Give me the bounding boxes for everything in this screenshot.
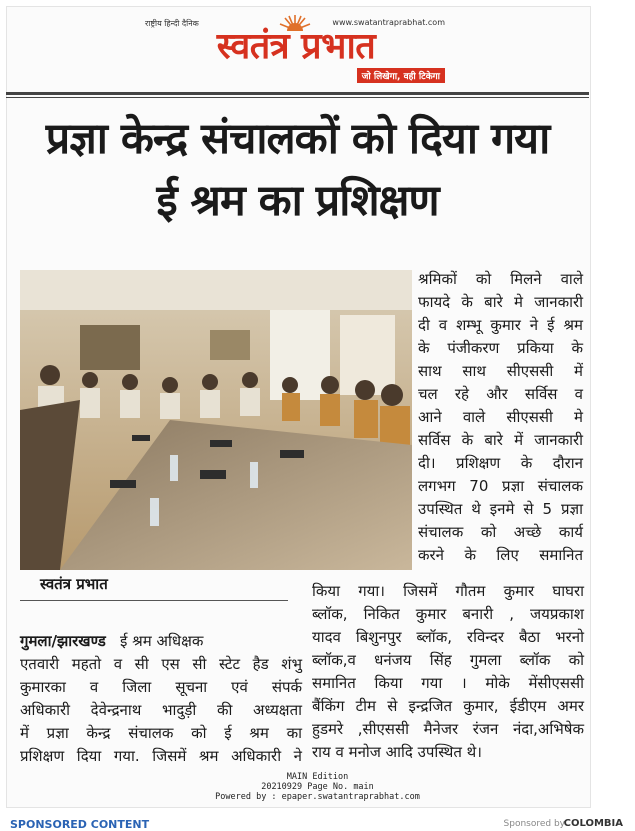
masthead-rule-thin bbox=[6, 97, 589, 98]
sponsored-by-label: Sponsored by bbox=[503, 819, 565, 829]
headline-line-2: ई श्रम का प्रशिक्षण bbox=[156, 176, 439, 226]
sponsored-content-link[interactable]: SPONSORED CONTENT bbox=[10, 818, 150, 831]
dateline: गुमला/झारखण्ड bbox=[20, 632, 106, 650]
article-right-line: उपस्थित थे इनमे से 5 प्रज्ञा bbox=[418, 500, 583, 518]
article-right-line: श्रमिकों को मिलने वाले bbox=[418, 270, 583, 288]
article-column-wide bbox=[312, 580, 584, 764]
article-left-line: में प्रज्ञा केन्द्र संचालक को ई श्रम का bbox=[20, 724, 302, 742]
article-wide-line: किया गया। जिसमें गौतम कुमार घाघरा bbox=[312, 582, 584, 600]
masthead bbox=[145, 16, 445, 82]
article-wide-line: बैंकिंग टीम से इन्द्रजित कुमार, ईडीएम अमर bbox=[312, 697, 584, 715]
article-left-lines bbox=[20, 653, 302, 768]
masthead-url: www.swatantraprabhat.com bbox=[332, 18, 445, 27]
article-wide-line: हुडमरे ,सीएससी मैनेजर रंजन नंदा,अभिषेक bbox=[312, 720, 584, 738]
article-right-line: आने वाले सीएससी मे bbox=[418, 408, 583, 426]
headline bbox=[6, 108, 589, 232]
photo-credit: स्वतंत्र प्रभात bbox=[40, 575, 108, 593]
article-left-line-0 bbox=[20, 630, 302, 653]
powered-by: Powered by : epaper.swatantraprabhat.com bbox=[215, 792, 420, 802]
article-right-line: दी व शम्भू कुमार ने ई श्रम bbox=[418, 316, 583, 334]
masthead-motto: जो लिखेगा, वही टिकेगा bbox=[357, 68, 445, 83]
article-right-line: लगभग 70 प्रज्ञा संचालक bbox=[418, 477, 583, 495]
article-right-line: के पंजीकरण प्रकिया के bbox=[418, 339, 583, 357]
credit-divider bbox=[20, 600, 288, 601]
article-left-line: कुमारका व जिला सूचना एवं संपर्क bbox=[20, 678, 302, 696]
article-right-line: दी। प्रशिक्षण के दौरान bbox=[418, 454, 583, 472]
article-right-line: फायदे के बारे मे जानकारी bbox=[418, 293, 583, 311]
article-wide-line: ब्लॉक,व धनंजय सिंह गुमला ब्लॉक को bbox=[312, 651, 584, 669]
article-left-line: अधिकारी देवेन्द्रनाथ भादुड़ी की अध्यक्षता bbox=[20, 701, 302, 719]
masthead-rule-thick bbox=[6, 92, 589, 95]
article-right-line: सर्विस के बारे में जानकारी bbox=[418, 431, 583, 449]
meeting-photo-image bbox=[20, 270, 412, 570]
article-wide-line: ब्लॉक, निकित कुमार बनारी , जयप्रकाश bbox=[312, 605, 584, 623]
article-right-line: संचालक को अच्छे कार्य bbox=[418, 523, 583, 541]
headline-line-1: प्रज्ञा केन्द्र संचालकों को दिया गया bbox=[45, 114, 550, 164]
article-left-first: ई श्रम अधिक्षक bbox=[120, 632, 204, 650]
edition-label: MAIN Edition bbox=[286, 772, 349, 782]
masthead-title: स्वतंत्र प्रभात bbox=[216, 25, 376, 67]
article-right-line: साथ साथ सीएससी में bbox=[418, 362, 583, 380]
article-wide-line: यादव बिशुनपुर ब्लॉक, रविन्दर बैठा भरनो bbox=[312, 628, 584, 646]
sponsor-logo[interactable]: COLOMBIA bbox=[563, 818, 623, 829]
article-left-line: एतवारी महतो व सी एस सी स्टेट हैड शंभु bbox=[20, 655, 302, 673]
article-wide-line: राय व मनोज आदि उपस्थित थे। bbox=[312, 743, 482, 761]
article-right-line: चल रहे और सर्विस व bbox=[418, 385, 583, 403]
article-column-left bbox=[20, 630, 302, 768]
article-column-right bbox=[418, 268, 583, 567]
news-photo bbox=[20, 270, 412, 570]
article-right-line: करने के लिए समानित bbox=[418, 546, 583, 564]
article-wide-line: समानित किया गया । मोके मेंसीएससी bbox=[312, 674, 584, 692]
article-left-line: प्रशिक्षण दिया गया. जिसमें श्रम अधिकारी ने bbox=[20, 747, 302, 765]
masthead-tagline: राष्ट्रीय हिन्दी दैनिक bbox=[145, 19, 199, 28]
edition-date-page: 20210929 Page No. main bbox=[261, 782, 374, 792]
